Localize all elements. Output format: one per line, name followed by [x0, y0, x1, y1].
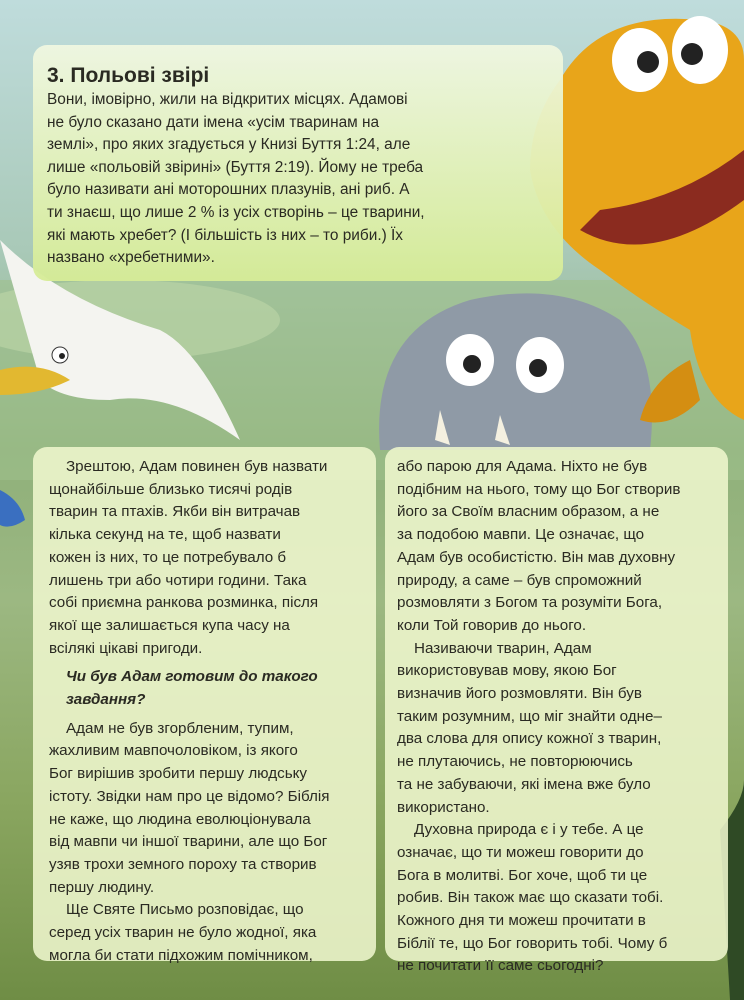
text-line: природу, а саме – був спроможний: [397, 571, 642, 589]
text-line: подібним на нього, тому що Бог створив: [397, 480, 681, 498]
text-line: лише «польовій звірині» (Буття 2:19). Йому не треба: [47, 158, 424, 176]
text-line: Бога в молитві. Бог хоче, щоб ти це: [397, 866, 648, 884]
text-line: коли Той говорив до нього.: [397, 616, 587, 634]
text-line: тварин та птахів. Якби він витрачав: [49, 503, 301, 521]
text-line: за подобою мавпи. Це означає, що: [397, 526, 645, 544]
text-line: які мають хребет? (І більшість із них – то риби.) Їх: [47, 226, 403, 244]
text-line: серед усіх тварин не було жодної, яка: [49, 924, 317, 942]
text-line: жахливим мавпочоловіком, із якого: [49, 742, 298, 760]
blue-bird-illustration: [0, 490, 25, 527]
paragraph: [397, 456, 728, 638]
info-box-field-animals: [33, 45, 563, 281]
text-line: названо «хребетними».: [47, 249, 215, 267]
text-line: Називаючи тварин, Адам: [414, 639, 592, 657]
text-line: від мавпи чи іншої тварини, але що Бог: [49, 833, 328, 851]
text-line: було називати ані моторошних плазунів, ані риб. А: [47, 181, 410, 199]
text-line: першу людину.: [49, 878, 155, 896]
text-line: Чи був Адам готовим до такого: [66, 668, 318, 686]
text-line: кілька секунд на те, щоб назвати: [49, 526, 281, 544]
left-text-column: [33, 447, 376, 964]
text-line: його за Своїм власним образом, а не: [397, 503, 660, 521]
text-line: землі», про яких згадується у Книзі Буття 1:24, але: [47, 136, 411, 154]
section-title: 3. Польові звірі: [47, 64, 210, 87]
text-line: визначив його розмовляти. Він був: [397, 685, 642, 703]
paragraph: [49, 899, 376, 967]
text-line: щонайбільше близько тисячі родів: [49, 480, 293, 498]
text-line: не плутаючись, не повторюючись: [397, 753, 633, 771]
text-line: лишень три або чотири години. Така: [49, 571, 307, 589]
text-line: не було сказано дати імена «усім тваринам на: [47, 113, 380, 131]
text-line: використовував мову, якою Бог: [397, 662, 617, 680]
text-line: використано.: [397, 798, 490, 816]
text-line: та не забуваючи, які імена вже було: [397, 775, 651, 793]
text-line: не каже, що людина еволюціонувала: [49, 810, 311, 828]
right-text-column: [385, 447, 728, 975]
text-line: узяв трохи земного пороху та створив: [49, 855, 317, 873]
paragraph: [49, 718, 376, 900]
text-line: кожен із них, то це потребувало б: [49, 548, 287, 566]
text-line: Ще Святе Письмо розповідає, що: [66, 901, 304, 919]
text-line: Адам був особистістю. Він мав духовну: [397, 548, 676, 566]
text-line: якої ще залишається купа часу на: [49, 616, 290, 634]
text-line: Вони, імовірно, жили на відкритих місцях. Адамові: [47, 91, 408, 108]
text-line: розмовляти з Богом та розуміти Бога,: [397, 594, 663, 612]
text-line: два слова для опису кожної з тварин,: [397, 730, 662, 748]
text-line: робив. Він також має що сказати тобі.: [397, 889, 664, 907]
text-line: Бог вирішив зробити першу людську: [49, 765, 308, 783]
text-line: Духовна природа є і у тебе. А це: [414, 821, 644, 839]
paragraph: [397, 638, 728, 820]
text-line: завдання?: [66, 691, 146, 709]
text-line: Кожного дня ти можеш прочитати в: [397, 912, 646, 930]
text-line: або парою для Адама. Ніхто не був: [397, 458, 648, 475]
text-line: Біблії те, що Бог говорить тобі. Чому б: [397, 934, 668, 952]
text-line: ти знаєш, що лише 2 % із усіх створінь – це тварини,: [47, 203, 425, 221]
text-line: собі приємна ранкова розминка, після: [49, 594, 319, 612]
subheading: [49, 666, 376, 711]
text-line: не почитати її саме сьогодні?: [397, 957, 604, 975]
text-line: могла би стати підхожим помічником,: [49, 946, 313, 964]
text-line: означає, що ти можеш говорити до: [397, 843, 644, 861]
text-line: Адам не був згорбленим, тупим,: [66, 719, 294, 737]
text-line: всілякі цікаві пригоди.: [49, 639, 203, 657]
text-line: таким розумним, що міг знайти одне–: [397, 707, 662, 725]
text-line: Зрештою, Адам повинен був назвати: [66, 458, 328, 475]
paragraph: [49, 456, 376, 660]
section-text: [47, 89, 563, 270]
paragraph: [397, 819, 728, 978]
text-line: істоту. Звідки нам про це відомо? Біблія: [49, 787, 330, 805]
